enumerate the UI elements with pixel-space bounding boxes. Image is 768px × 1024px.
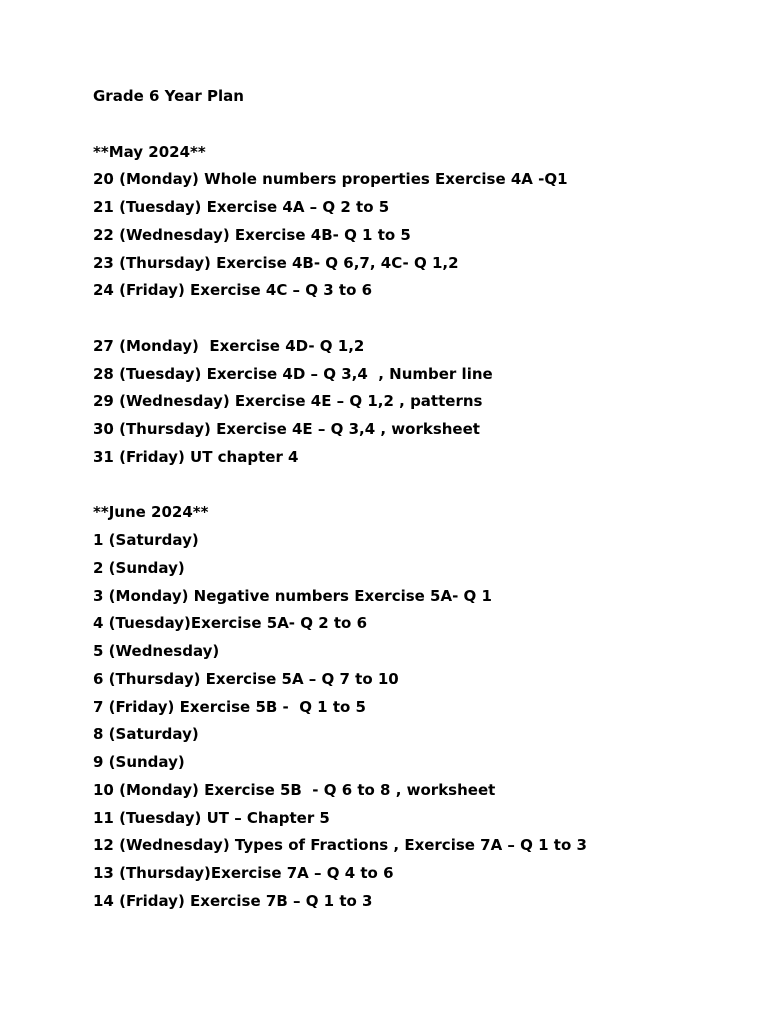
plan-entry: 10 (Monday) Exercise 5B - Q 6 to 8 , worksheet <box>93 780 496 799</box>
plan-entry: 24 (Friday) Exercise 4C – Q 3 to 6 <box>93 281 373 300</box>
plan-entry: 5 (Wednesday) <box>93 642 220 660</box>
plan-entry: 13 (Thursday)Exercise 7A – Q 4 to 6 <box>93 864 394 882</box>
spacer <box>93 472 753 500</box>
plan-entry: 12 (Wednesday) Types of Fractions , Exercise 7A – Q 1 to 3 <box>93 836 587 855</box>
plan-entry: 22 (Wednesday) Exercise 4B- Q 1 to 5 <box>93 225 411 244</box>
section-heading-may: **May 2024** <box>93 142 206 161</box>
section-heading-june: **June 2024** <box>93 503 209 522</box>
document-body <box>93 83 753 916</box>
spacer <box>93 305 753 333</box>
plan-entry: 20 (Monday) Whole numbers properties Exercise 4A -Q1 <box>93 170 568 189</box>
plan-entry: 21 (Tuesday) Exercise 4A – Q 2 to 5 <box>93 198 390 216</box>
plan-entry: 3 (Monday) Negative numbers Exercise 5A- Q 1 <box>93 586 492 605</box>
plan-entry: 8 (Saturday) <box>93 725 199 744</box>
document-title: Grade 6 Year Plan <box>93 87 244 105</box>
plan-entry: 6 (Thursday) Exercise 5A – Q 7 to 10 <box>93 669 399 688</box>
plan-entry: 2 (Sunday) <box>93 558 185 577</box>
plan-entry: 28 (Tuesday) Exercise 4D – Q 3,4 , Number line <box>93 364 493 383</box>
plan-entry: 9 (Sunday) <box>93 753 185 771</box>
plan-entry: 4 (Tuesday)Exercise 5A- Q 2 to 6 <box>93 614 368 633</box>
plan-entry: 14 (Friday) Exercise 7B – Q 1 to 3 <box>93 891 373 910</box>
plan-entry: 23 (Thursday) Exercise 4B- Q 6,7, 4C- Q 1,2 <box>93 253 459 272</box>
plan-entry: 1 (Saturday) <box>93 531 199 549</box>
plan-entry: 27 (Monday) Exercise 4D- Q 1,2 <box>93 336 365 355</box>
plan-entry: 7 (Friday) Exercise 5B - Q 1 to 5 <box>93 697 366 716</box>
spacer <box>93 111 753 139</box>
plan-entry: 11 (Tuesday) UT – Chapter 5 <box>93 808 330 827</box>
plan-entry: 31 (Friday) UT chapter 4 <box>93 447 299 466</box>
plan-entry: 29 (Wednesday) Exercise 4E – Q 1,2 , patterns <box>93 392 483 411</box>
plan-entry: 30 (Thursday) Exercise 4E – Q 3,4 , worksheet <box>93 420 480 438</box>
